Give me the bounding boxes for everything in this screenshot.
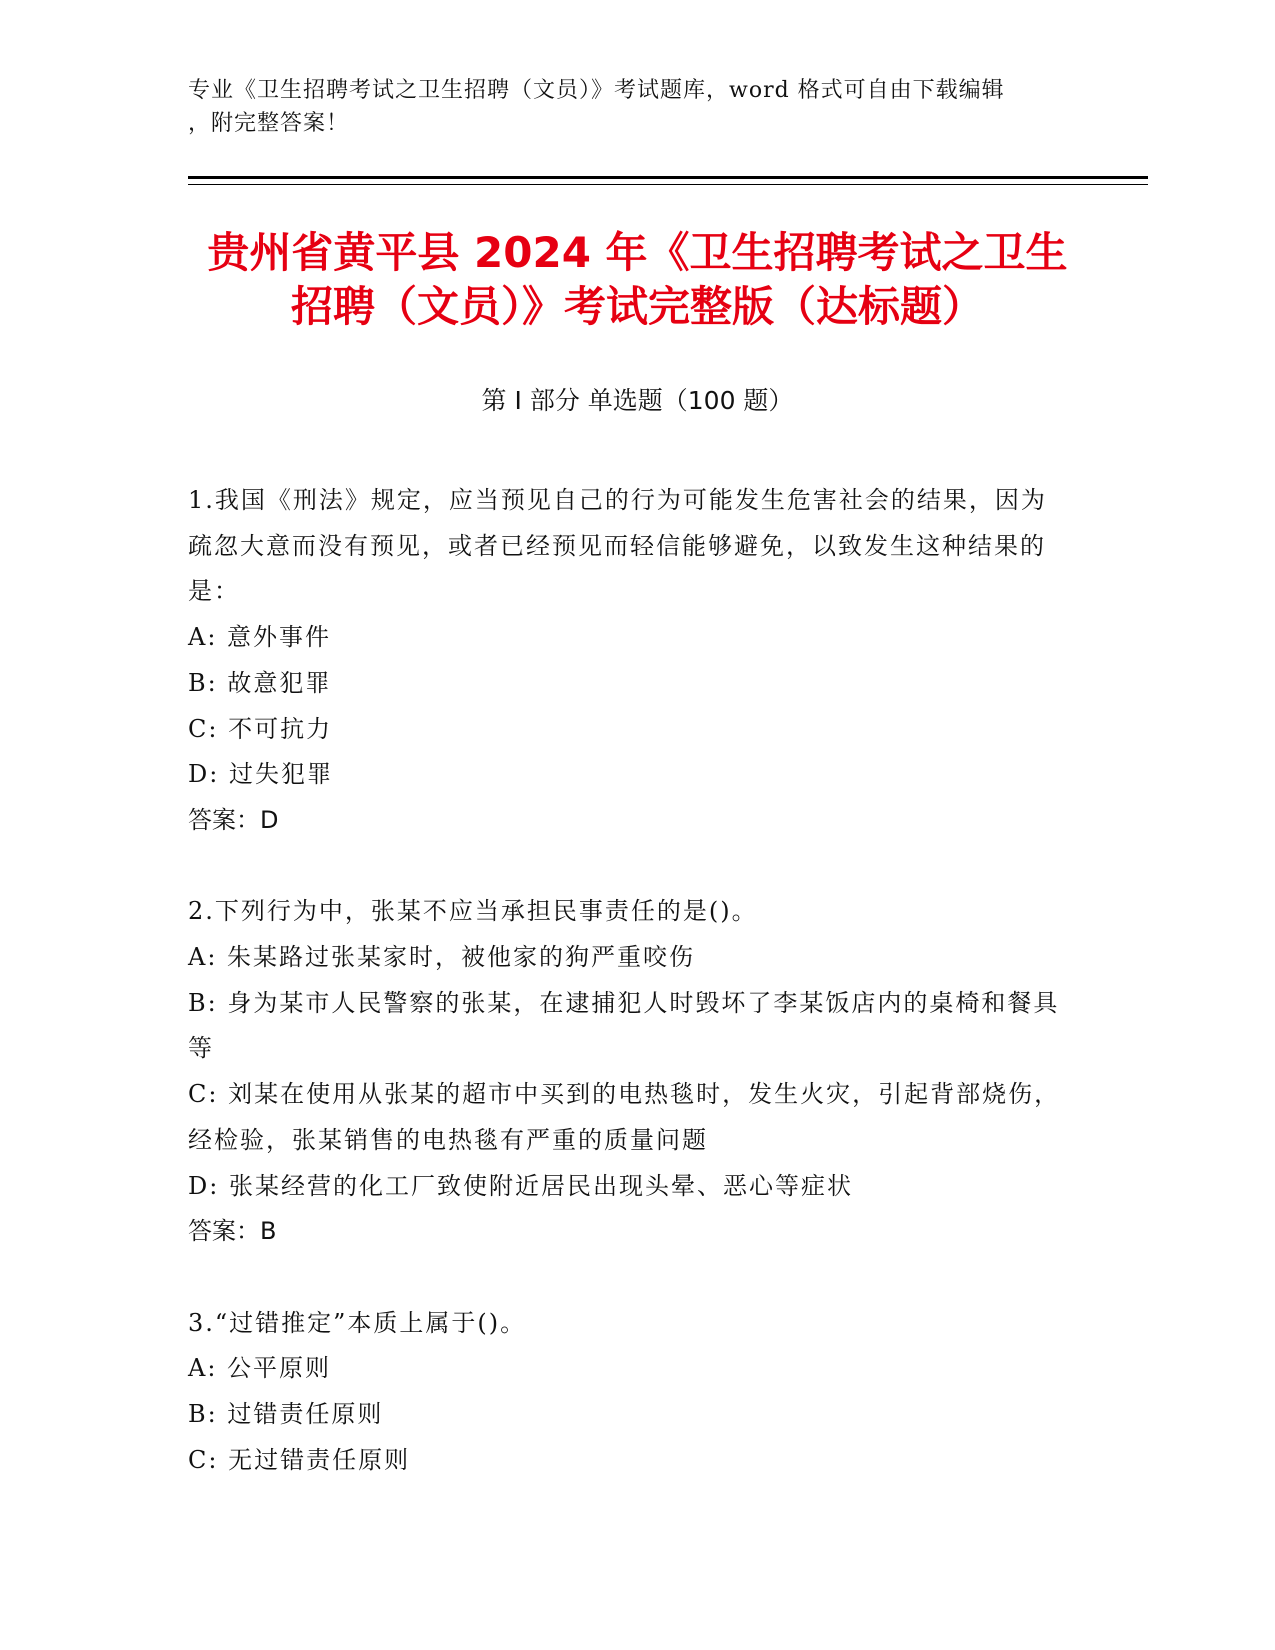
header-divider-thick	[188, 176, 1148, 179]
question-stem: 2.下列行为中，张某不应当承担民事责任的是()。	[188, 897, 758, 926]
option-d: D: 张某经营的化工厂致使附近居民出现头晕、恶心等症状	[188, 1171, 853, 1200]
option-a: A: 公平原则	[188, 1354, 332, 1383]
question-stem: 3.“过错推定”本质上属于()。	[188, 1308, 527, 1337]
header-divider-thin	[188, 184, 1148, 185]
option-c: C: 刘某在使用从张某的超市中买到的电热毯时，发生火灾，引起背部烧伤，经检验，张某销售的电热毯有严重的质量问题	[188, 1080, 1061, 1154]
option-c: C: 不可抗力	[188, 714, 333, 743]
option-a: A: 朱某路过张某家时，被他家的狗严重咬伤	[188, 943, 696, 972]
section-heading: 第 I 部分 单选题（100 题）	[481, 386, 794, 415]
answer-label: 答案：D	[188, 805, 279, 834]
option-b: B: 身为某市人民警察的张某，在逮捕犯人时毁坏了李某饭店内的桌椅和餐具等	[188, 988, 1060, 1063]
question-item	[188, 1301, 1068, 1484]
answer-label: 答案：B	[188, 1217, 277, 1246]
question-stem: 1.我国《刑法》规定，应当预见自己的行为可能发生危害社会的结果，因为疏忽大意而没有预见，或者已经预见而轻信能够避免，以致发生这种结果的是：	[188, 486, 1047, 606]
option-b: B: 过错责任原则	[188, 1400, 384, 1429]
question-list	[188, 478, 1068, 1529]
question-item	[188, 478, 1068, 844]
document-title: 贵州省黄平县 2024 年《卫生招聘考试之卫生 招聘（文员）》考试完整版（达标题）	[207, 228, 1068, 331]
option-d: D: 过失犯罪	[188, 760, 333, 789]
option-c: C: 无过错责任原则	[188, 1445, 411, 1474]
option-a: A: 意外事件	[188, 623, 332, 652]
option-b: B: 故意犯罪	[188, 668, 332, 697]
document-intro: 专业《卫生招聘考试之卫生招聘（文员）》考试题库，word 格式可自由下载编辑 ，附完整答案！	[188, 78, 1005, 136]
question-item	[188, 889, 1068, 1255]
